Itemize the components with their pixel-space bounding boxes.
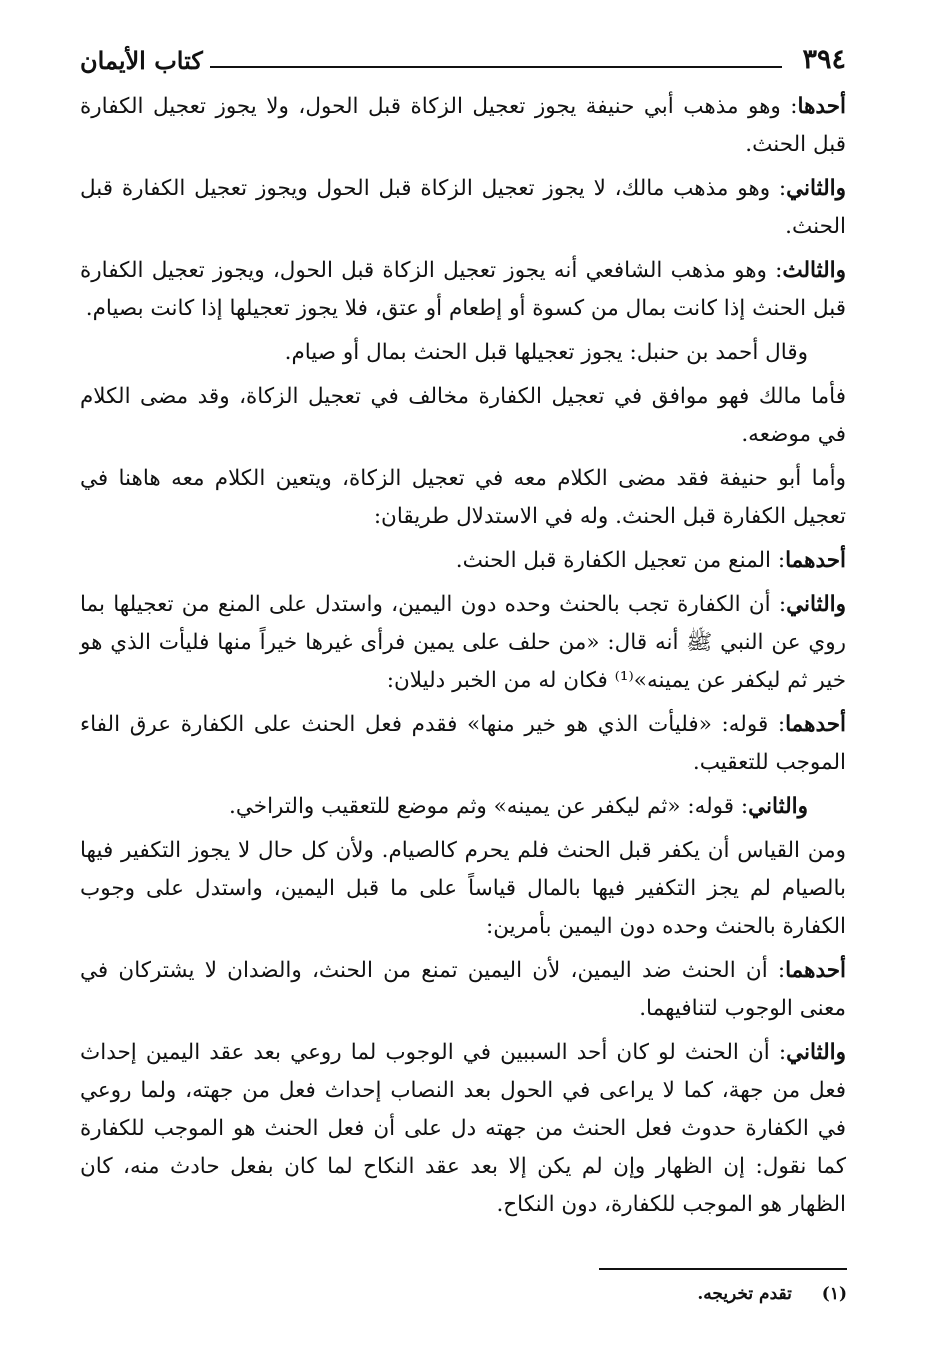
paragraph-lead: أحدهما [785,712,846,737]
paragraph-lead: والثاني [748,794,808,819]
paragraph-text: فأما مالك فهو موافق في تعجيل الكفارة مخالف في تعجيل الزكاة، وقد مضى الكلام في موضعه. [80,384,846,447]
paragraph [80,788,846,826]
paragraph-text: : قوله: «ثم ليكفر عن يمينه» وثم موضع للتعقيب والتراخي. [229,794,749,819]
paragraph [80,88,846,164]
paragraph-text: : وهو مذهب أبي حنيفة يجوز تعجيل الزكاة قبل الحول، ولا يجوز تعجيل الكفارة قبل الحنث. [80,94,846,157]
paragraph-lead: أحدهما [785,958,846,983]
main-text [80,88,846,1230]
paragraph-lead: أحدهما [785,548,846,573]
paragraph [80,952,846,1028]
footnote-rule [599,1268,847,1270]
paragraph-lead: والثاني [786,176,846,201]
paragraph-text: : أن الحنث لو كان أحد السببين في الوجوب لما روعي بعد عقد اليمين إحداث فعل من جهة، كما لا يراعى في الحول بعد النصاب إحداث فعل من جهته، ولما روعي في الكفارة حدوث فعل الحنث من جهته دل على أن فعل الحنث هو الموجب للكفارة كما نقول: إن الظهار وإن لم يكن إلا بعد عقد النكاح لما كان بفعل حادث منه، كان الظهار هو الموجب للكفارة، دون النكاح. [80,1040,846,1217]
paragraph [80,1034,846,1224]
paragraph-lead: والثالث [782,258,846,283]
paragraph-text: : أن الحنث ضد اليمين، لأن اليمين تمنع من الحنث، والضدان لا يشتركان في معنى الوجوب لتنافيهما. [80,958,846,1021]
header-rule [210,66,782,68]
paragraph-lead: أحدها [797,94,846,119]
paragraph-lead: والثاني [786,1040,846,1065]
footnote-number: (١) [821,1284,847,1304]
page-number: ٣٩٤ [802,44,846,75]
paragraph-text: : وهو مذهب مالك، لا يجوز تعجيل الزكاة قبل الحول ويجوز تعجيل الكفارة قبل الحنث. [80,176,846,239]
footnote [447,1284,847,1304]
paragraph [80,378,846,454]
paragraph-text: : وهو مذهب الشافعي أنه يجوز تعجيل الزكاة قبل الحول، ويجوز تعجيل الكفارة قبل الحنث إذا كانت بمال من كسوة أو إطعام أو عتق، فلا يجوز تعجيلها إذا كانت بصيام. [80,258,846,321]
footnote-text: تقدم تخريجه. [697,1284,792,1304]
paragraph [80,170,846,246]
page-header [80,44,846,84]
paragraph [80,334,846,372]
paragraph-text: وأما أبو حنيفة فقد مضى الكلام معه في تعجيل الزكاة، ويتعين الكلام معه هاهنا في تعجيل الكفارة قبل الحنث. وله في الاستدلال طريقان: [80,466,846,529]
paragraph [80,706,846,782]
paragraph [80,542,846,580]
paragraph-text: ومن القياس أن يكفر قبل الحنث فلم يحرم كالصيام. ولأن كل حال لا يجوز التكفير فيها بالصيام لم يجز التكفير فيها بالمال قياساً على ما قبل اليمين، واستدل على وجوب الكفارة بالحنث وحده دون اليمين بأمرين: [80,838,846,939]
paragraph [80,460,846,536]
paragraph-text: : أن الكفارة تجب بالحنث وحده دون اليمين، واستدل على المنع من تعجيلها بما روي عن النبي ﷺ أنه قال: «من حلف على يمين فرأى غيرها خيراً منها فليأت الذي هو خير ثم ليكفر عن يمينه»⁽¹⁾ فكان له من الخبر دليلان: [80,592,846,693]
paragraph [80,586,846,700]
paragraph-text: : المنع من تعجيل الكفارة قبل الحنث. [455,548,786,573]
paragraph-text: : قوله: «فليأت الذي هو خير منها» فقدم فعل الحنث على الكفارة عرق الفاء الموجب للتعقيب. [80,712,846,775]
paragraph-lead: والثاني [786,592,846,617]
paragraph [80,252,846,328]
paragraph-text: وقال أحمد بن حنبل: يجوز تعجيلها قبل الحنث بمال أو صيام. [284,340,808,365]
paragraph [80,832,846,946]
running-title: كتاب الأيمان [80,46,203,75]
